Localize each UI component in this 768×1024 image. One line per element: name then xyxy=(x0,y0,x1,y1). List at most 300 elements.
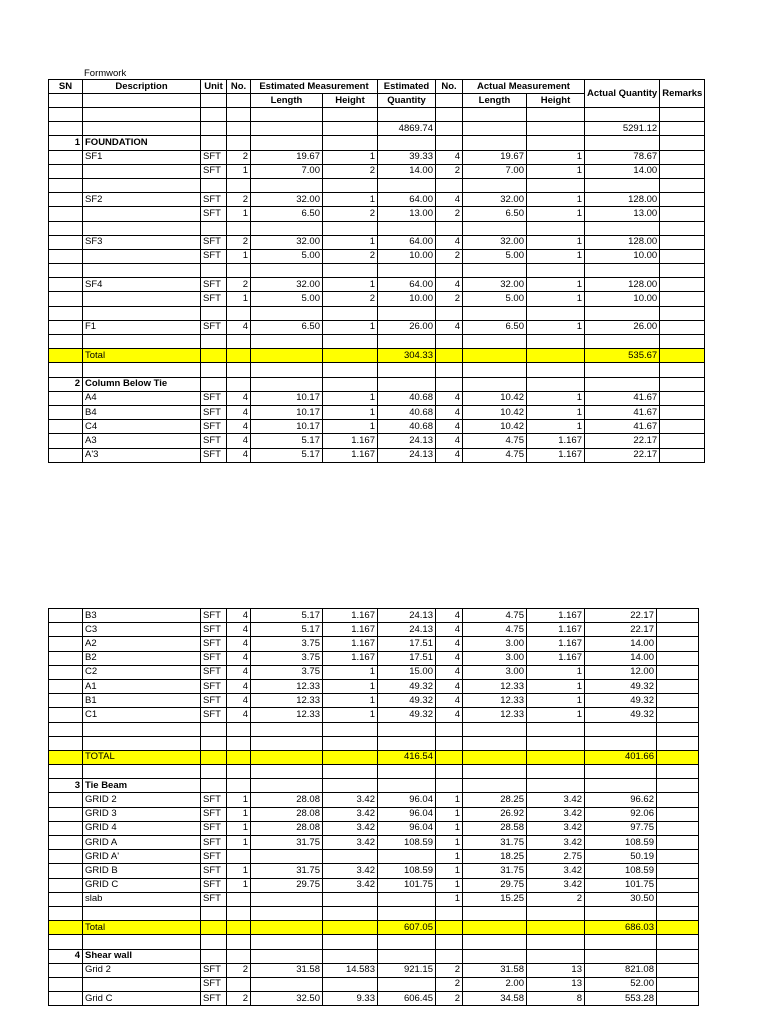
cell-est-length: 5.17 xyxy=(251,623,323,637)
cell-actual-height: 1 xyxy=(527,150,585,164)
cell-actual-quantity: 22.17 xyxy=(585,623,657,637)
cell-unit: SFT xyxy=(201,977,227,991)
cell-est-quantity: 26.00 xyxy=(378,320,436,334)
cell-est-quantity xyxy=(378,264,436,278)
cell-est-length: 32.50 xyxy=(251,992,323,1006)
cell-actual-quantity: 14.00 xyxy=(585,164,660,178)
cell-actual-height xyxy=(527,221,585,235)
cell-est-length xyxy=(251,736,323,750)
cell-remarks xyxy=(657,750,699,764)
cell-sn xyxy=(49,836,83,850)
cell-actual-length xyxy=(463,349,527,363)
cell-actual-height: 3.42 xyxy=(527,864,585,878)
cell-actual-quantity: 41.67 xyxy=(585,420,660,434)
cell-actual-length: 34.58 xyxy=(463,992,527,1006)
header-quantity: Quantity xyxy=(378,94,436,108)
cell-sn: 2 xyxy=(49,377,83,391)
cell-description: SF2 xyxy=(83,193,201,207)
cell-est-height: 1 xyxy=(323,694,378,708)
cell-est-length: 12.33 xyxy=(251,708,323,722)
cell-no: 4 xyxy=(227,405,251,419)
cell-no: 1 xyxy=(227,292,251,306)
cell-sn xyxy=(49,164,83,178)
table-row xyxy=(49,448,705,462)
header-no2: No. xyxy=(436,80,463,94)
cell-est-length: 31.75 xyxy=(251,836,323,850)
cell-actual-height: 13 xyxy=(527,977,585,991)
cell-est-quantity xyxy=(378,779,436,793)
cell-sn xyxy=(49,935,83,949)
cell-actual-no: 1 xyxy=(436,793,463,807)
cell-est-height xyxy=(323,921,378,935)
cell-est-length xyxy=(251,750,323,764)
cell-no: 4 xyxy=(227,694,251,708)
cell-description: slab xyxy=(83,892,201,906)
cell-description: A1 xyxy=(83,679,201,693)
cell-description xyxy=(83,164,201,178)
cell-actual-height xyxy=(527,178,585,192)
cell-actual-quantity xyxy=(585,377,660,391)
cell-actual-no: 4 xyxy=(436,708,463,722)
cell-description: B3 xyxy=(83,609,201,623)
cell-sn xyxy=(49,420,83,434)
cell-est-length: 5.17 xyxy=(251,609,323,623)
cell-remarks xyxy=(657,949,699,963)
header-blank xyxy=(436,94,463,108)
cell-description xyxy=(83,935,201,949)
cell-no: 1 xyxy=(227,164,251,178)
cell-actual-height xyxy=(527,306,585,320)
cell-est-height: 2 xyxy=(323,292,378,306)
cell-est-height xyxy=(323,108,378,122)
cell-actual-quantity: 13.00 xyxy=(585,207,660,221)
cell-actual-length: 10.42 xyxy=(463,420,527,434)
cell-remarks xyxy=(660,306,705,320)
cell-est-length xyxy=(251,377,323,391)
cell-unit: SFT xyxy=(201,864,227,878)
blank-row xyxy=(49,765,699,779)
cell-actual-no xyxy=(436,377,463,391)
cell-est-height xyxy=(323,779,378,793)
cell-actual-height xyxy=(527,264,585,278)
cell-est-length xyxy=(251,349,323,363)
table-top-body xyxy=(49,80,705,463)
cell-actual-quantity: 401.66 xyxy=(585,750,657,764)
cell-actual-height: 1 xyxy=(527,391,585,405)
cell-actual-height: 1.167 xyxy=(527,651,585,665)
cell-actual-quantity xyxy=(585,306,660,320)
total-row xyxy=(49,921,699,935)
cell-est-quantity: 64.00 xyxy=(378,235,436,249)
cell-remarks xyxy=(657,637,699,651)
cell-est-height: 1.167 xyxy=(323,637,378,651)
cell-actual-height xyxy=(527,136,585,150)
header-no: No. xyxy=(227,80,251,94)
cell-actual-no xyxy=(436,765,463,779)
table-row xyxy=(49,679,699,693)
cell-sn: 4 xyxy=(49,949,83,963)
cell-actual-quantity: 128.00 xyxy=(585,193,660,207)
cell-sn xyxy=(49,736,83,750)
cell-est-length: 28.08 xyxy=(251,793,323,807)
cell-remarks xyxy=(657,906,699,920)
cell-remarks xyxy=(660,391,705,405)
cell-remarks xyxy=(657,963,699,977)
cell-est-length: 5.00 xyxy=(251,249,323,263)
cell-sn xyxy=(49,235,83,249)
cell-est-length xyxy=(251,122,323,136)
cell-actual-length: 4.75 xyxy=(463,609,527,623)
cell-actual-no: 1 xyxy=(436,864,463,878)
cell-remarks xyxy=(657,807,699,821)
table-row xyxy=(49,651,699,665)
cell-description: A2 xyxy=(83,637,201,651)
cell-est-height: 1.167 xyxy=(323,434,378,448)
cell-est-length: 29.75 xyxy=(251,878,323,892)
header-unit: Unit xyxy=(201,80,227,94)
cell-est-height xyxy=(323,335,378,349)
cell-actual-no xyxy=(436,335,463,349)
cell-unit xyxy=(201,906,227,920)
cell-unit: SFT xyxy=(201,249,227,263)
cell-actual-height: 1.167 xyxy=(527,623,585,637)
cell-est-quantity: 40.68 xyxy=(378,405,436,419)
cell-est-height: 1 xyxy=(323,278,378,292)
cell-no xyxy=(227,363,251,377)
cell-no xyxy=(227,935,251,949)
cell-description xyxy=(83,108,201,122)
total-row xyxy=(49,349,705,363)
cell-actual-no xyxy=(436,363,463,377)
table-row xyxy=(49,821,699,835)
cell-actual-length xyxy=(463,377,527,391)
cell-description xyxy=(83,906,201,920)
cell-no: 1 xyxy=(227,207,251,221)
cell-est-height: 9.33 xyxy=(323,992,378,1006)
cell-no xyxy=(227,850,251,864)
cell-no: 4 xyxy=(227,637,251,651)
cell-est-height xyxy=(323,349,378,363)
cell-description: GRID 4 xyxy=(83,821,201,835)
cell-actual-height xyxy=(527,108,585,122)
table-row xyxy=(49,405,705,419)
cell-actual-height: 1 xyxy=(527,292,585,306)
cell-actual-length xyxy=(463,335,527,349)
cell-actual-no: 1 xyxy=(436,836,463,850)
cell-actual-quantity xyxy=(585,264,660,278)
blank-row xyxy=(49,335,705,349)
cell-no: 2 xyxy=(227,193,251,207)
cell-no: 4 xyxy=(227,391,251,405)
cell-actual-quantity: 97.75 xyxy=(585,821,657,835)
cell-est-quantity: 10.00 xyxy=(378,292,436,306)
cell-actual-no: 2 xyxy=(436,963,463,977)
cell-no: 4 xyxy=(227,623,251,637)
cell-est-length xyxy=(251,108,323,122)
cell-est-length: 10.17 xyxy=(251,405,323,419)
cell-actual-quantity xyxy=(585,178,660,192)
cell-actual-quantity xyxy=(585,779,657,793)
cell-no xyxy=(227,136,251,150)
cell-est-length xyxy=(251,906,323,920)
cell-est-height: 1 xyxy=(323,405,378,419)
cell-est-height: 1.167 xyxy=(323,448,378,462)
cell-est-quantity: 96.04 xyxy=(378,793,436,807)
table-row xyxy=(49,637,699,651)
table-row xyxy=(49,963,699,977)
table-row xyxy=(49,793,699,807)
cell-no: 1 xyxy=(227,807,251,821)
cell-sn: 3 xyxy=(49,779,83,793)
cell-unit xyxy=(201,736,227,750)
cell-description xyxy=(83,765,201,779)
cell-no: 4 xyxy=(227,448,251,462)
cell-est-length: 28.08 xyxy=(251,807,323,821)
cell-description: Tie Beam xyxy=(83,779,201,793)
cell-est-quantity: 108.59 xyxy=(378,864,436,878)
cell-sn xyxy=(49,821,83,835)
cell-actual-length: 32.00 xyxy=(463,193,527,207)
cell-remarks xyxy=(657,850,699,864)
header-blank xyxy=(83,94,201,108)
cell-actual-no: 2 xyxy=(436,207,463,221)
cell-est-quantity: 40.68 xyxy=(378,391,436,405)
cell-est-length xyxy=(251,264,323,278)
cell-actual-quantity: 535.67 xyxy=(585,349,660,363)
cell-remarks xyxy=(657,935,699,949)
cell-remarks xyxy=(657,765,699,779)
cell-no xyxy=(227,335,251,349)
cell-est-quantity xyxy=(378,108,436,122)
blank-row xyxy=(49,722,699,736)
cell-est-length: 3.75 xyxy=(251,637,323,651)
cell-actual-no: 2 xyxy=(436,992,463,1006)
cell-actual-length: 3.00 xyxy=(463,665,527,679)
cell-sn xyxy=(49,793,83,807)
cell-description: F1 xyxy=(83,320,201,334)
header-estimated: Estimated xyxy=(378,80,436,94)
cell-est-length: 32.00 xyxy=(251,278,323,292)
cell-actual-quantity xyxy=(585,363,660,377)
cell-est-quantity: 15.00 xyxy=(378,665,436,679)
cell-actual-no: 4 xyxy=(436,235,463,249)
table-row xyxy=(49,164,705,178)
header-actual-measurement: Actual Measurement xyxy=(463,80,585,94)
cell-actual-no xyxy=(436,178,463,192)
cell-unit: SFT xyxy=(201,992,227,1006)
cell-actual-height: 1 xyxy=(527,665,585,679)
cell-description: SF4 xyxy=(83,278,201,292)
cell-actual-quantity: 49.32 xyxy=(585,679,657,693)
cell-unit: SFT xyxy=(201,807,227,821)
cell-actual-length xyxy=(463,136,527,150)
cell-description: C3 xyxy=(83,623,201,637)
table-row xyxy=(49,391,705,405)
cell-actual-no xyxy=(436,349,463,363)
header-remarks: Remarks xyxy=(660,80,705,108)
cell-unit xyxy=(201,349,227,363)
cell-actual-length xyxy=(463,363,527,377)
cell-description: Total xyxy=(83,349,201,363)
cell-est-quantity: 108.59 xyxy=(378,836,436,850)
cell-actual-no: 4 xyxy=(436,679,463,693)
cell-actual-length xyxy=(463,750,527,764)
cell-actual-length xyxy=(463,779,527,793)
cell-actual-length xyxy=(463,178,527,192)
cell-est-quantity xyxy=(378,906,436,920)
cell-sn xyxy=(49,892,83,906)
cell-actual-height xyxy=(527,779,585,793)
cell-no: 4 xyxy=(227,420,251,434)
cell-actual-no: 4 xyxy=(436,694,463,708)
cell-est-length: 31.75 xyxy=(251,864,323,878)
cell-no: 1 xyxy=(227,878,251,892)
cell-unit: SFT xyxy=(201,434,227,448)
header-blank xyxy=(201,94,227,108)
cell-est-quantity: 24.13 xyxy=(378,609,436,623)
cell-est-height xyxy=(323,306,378,320)
cell-unit: SFT xyxy=(201,694,227,708)
cell-est-length: 32.00 xyxy=(251,235,323,249)
cell-actual-length: 19.67 xyxy=(463,150,527,164)
cell-remarks xyxy=(657,921,699,935)
table-row xyxy=(49,949,699,963)
cell-unit: SFT xyxy=(201,609,227,623)
cell-description: B2 xyxy=(83,651,201,665)
cell-unit: SFT xyxy=(201,207,227,221)
cell-actual-height: 13 xyxy=(527,963,585,977)
cell-est-length xyxy=(251,722,323,736)
cell-actual-height: 1 xyxy=(527,193,585,207)
cell-unit: SFT xyxy=(201,637,227,651)
cell-description: GRID 2 xyxy=(83,793,201,807)
cell-est-quantity xyxy=(378,977,436,991)
cell-est-height xyxy=(323,906,378,920)
cell-unit xyxy=(201,136,227,150)
cell-est-height xyxy=(323,736,378,750)
cell-est-length xyxy=(251,221,323,235)
cell-actual-height: 1.167 xyxy=(527,637,585,651)
cell-actual-quantity: 14.00 xyxy=(585,651,657,665)
cell-sn xyxy=(49,391,83,405)
cell-no xyxy=(227,765,251,779)
cell-actual-length: 4.75 xyxy=(463,434,527,448)
cell-description xyxy=(83,122,201,136)
cell-actual-height: 1.167 xyxy=(527,434,585,448)
cell-est-quantity: 24.13 xyxy=(378,434,436,448)
cell-est-height xyxy=(323,892,378,906)
cell-actual-quantity: 78.67 xyxy=(585,150,660,164)
cell-unit xyxy=(201,949,227,963)
cell-unit xyxy=(201,377,227,391)
cell-actual-quantity: 128.00 xyxy=(585,235,660,249)
cell-unit xyxy=(201,306,227,320)
cell-actual-height: 2 xyxy=(527,892,585,906)
cell-est-height: 14.583 xyxy=(323,963,378,977)
table-row xyxy=(49,623,699,637)
cell-description: B4 xyxy=(83,405,201,419)
cell-sn xyxy=(49,320,83,334)
cell-actual-length xyxy=(463,765,527,779)
cell-actual-height: 3.42 xyxy=(527,878,585,892)
cell-est-length: 32.00 xyxy=(251,193,323,207)
cell-actual-no xyxy=(436,949,463,963)
cell-est-quantity: 24.13 xyxy=(378,448,436,462)
cell-sn xyxy=(49,278,83,292)
cell-actual-no: 2 xyxy=(436,292,463,306)
cell-est-height: 3.42 xyxy=(323,878,378,892)
cell-actual-height: 1 xyxy=(527,235,585,249)
cell-est-length xyxy=(251,335,323,349)
cell-remarks xyxy=(657,722,699,736)
cell-remarks xyxy=(660,136,705,150)
cell-est-length xyxy=(251,921,323,935)
formwork-table-bottom xyxy=(48,608,699,1006)
table-row xyxy=(49,694,699,708)
cell-est-height xyxy=(323,850,378,864)
cell-description: Grid C xyxy=(83,992,201,1006)
cell-actual-length xyxy=(463,906,527,920)
cell-actual-height: 3.42 xyxy=(527,793,585,807)
cell-sn xyxy=(49,448,83,462)
cell-no: 4 xyxy=(227,651,251,665)
cell-est-height: 1.167 xyxy=(323,609,378,623)
blank-row xyxy=(49,221,705,235)
cell-actual-length xyxy=(463,921,527,935)
cell-no xyxy=(227,750,251,764)
cell-actual-no xyxy=(436,736,463,750)
cell-actual-quantity: 92.06 xyxy=(585,807,657,821)
cell-sn xyxy=(49,108,83,122)
cell-est-quantity: 921.15 xyxy=(378,963,436,977)
table-row xyxy=(49,609,699,623)
cell-actual-length: 10.42 xyxy=(463,391,527,405)
cell-actual-height: 1 xyxy=(527,207,585,221)
cell-est-length xyxy=(251,779,323,793)
cell-description xyxy=(83,249,201,263)
cell-actual-height xyxy=(527,921,585,935)
cell-unit: SFT xyxy=(201,320,227,334)
cell-est-height xyxy=(323,377,378,391)
cell-sn xyxy=(49,977,83,991)
cell-est-height xyxy=(323,750,378,764)
cell-est-quantity: 4869.74 xyxy=(378,122,436,136)
cell-actual-height xyxy=(527,906,585,920)
cell-est-height: 1 xyxy=(323,235,378,249)
cell-est-height xyxy=(323,765,378,779)
cell-description xyxy=(83,977,201,991)
header-row-1 xyxy=(49,80,705,94)
cell-remarks xyxy=(657,892,699,906)
cell-est-length xyxy=(251,949,323,963)
cell-no xyxy=(227,349,251,363)
cell-remarks xyxy=(660,363,705,377)
cell-actual-quantity xyxy=(585,136,660,150)
cell-sn xyxy=(49,963,83,977)
cell-remarks xyxy=(660,292,705,306)
cell-actual-no xyxy=(436,750,463,764)
cell-actual-no: 4 xyxy=(436,448,463,462)
cell-unit: SFT xyxy=(201,665,227,679)
cell-actual-height xyxy=(527,122,585,136)
table-row xyxy=(49,249,705,263)
cell-est-quantity xyxy=(378,935,436,949)
cell-sn xyxy=(49,609,83,623)
cell-no xyxy=(227,736,251,750)
cell-description xyxy=(83,292,201,306)
table-row xyxy=(49,708,699,722)
cell-no: 1 xyxy=(227,793,251,807)
